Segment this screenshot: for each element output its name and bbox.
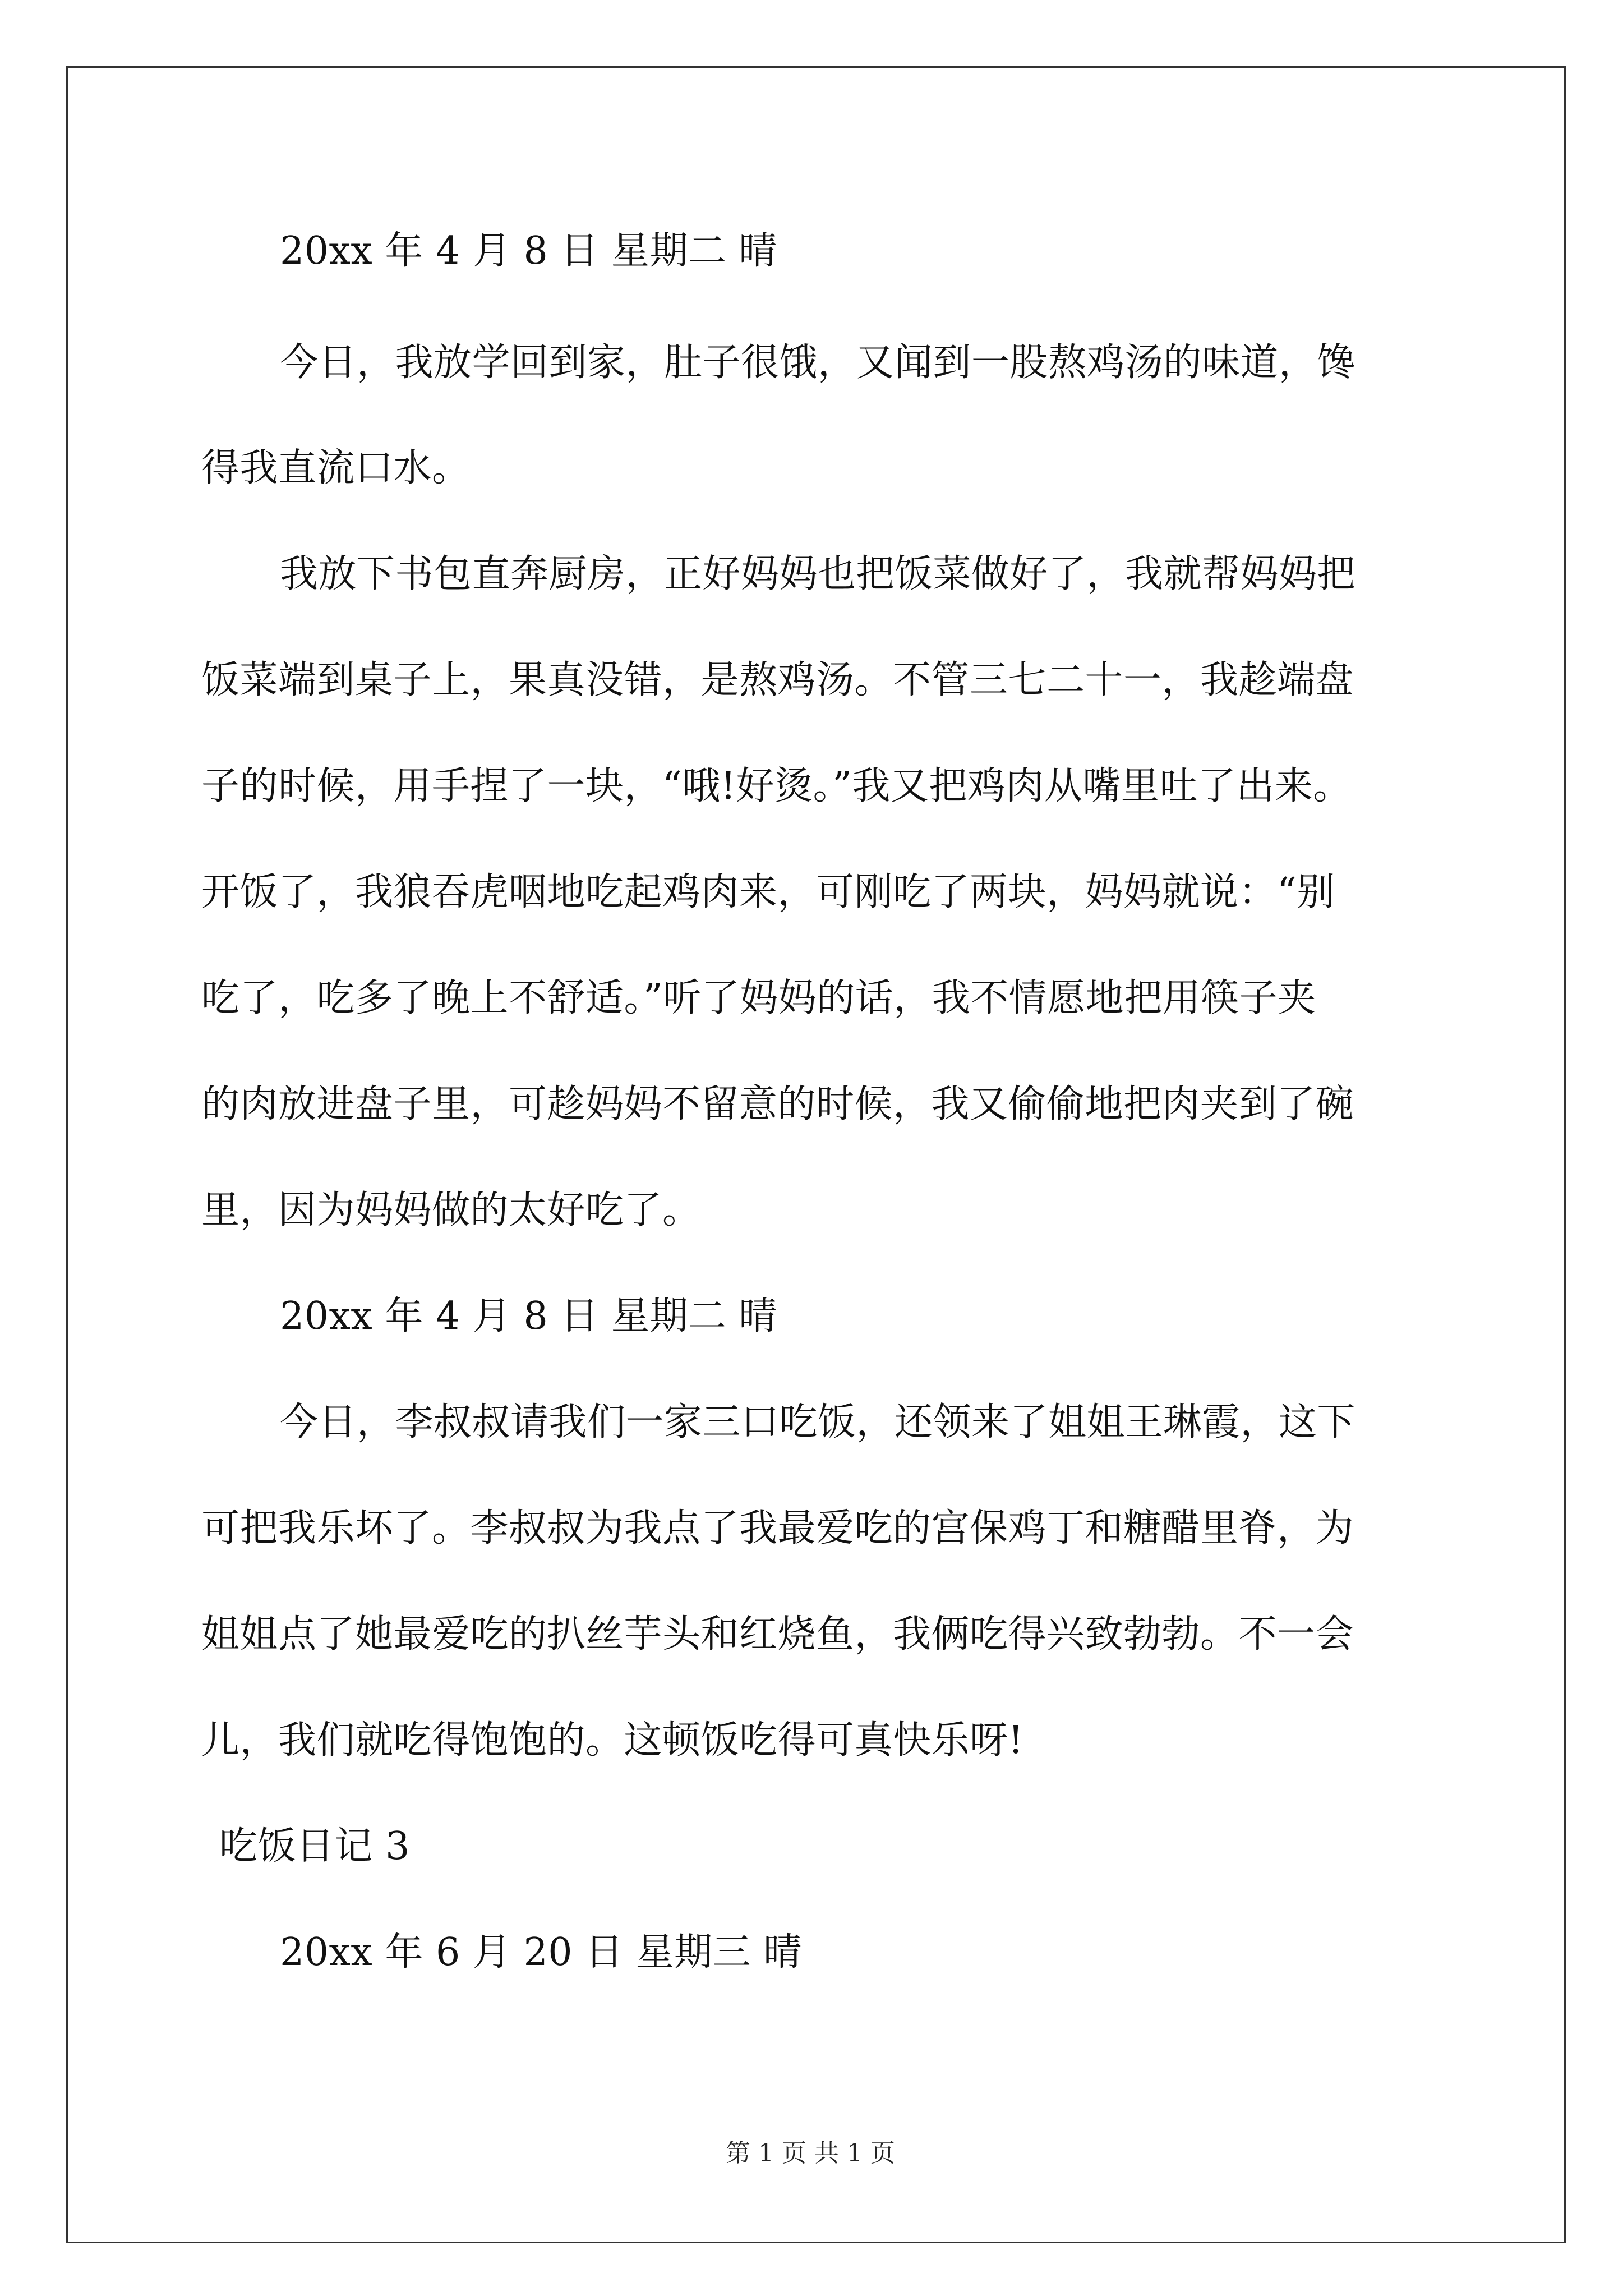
entry-1-paragraph-2-line-3: 子的时候，用手捏了一块，“哦!好烫。”我又把鸡肉从嘴里吐了出来。 (201, 764, 1352, 808)
section-title: 吃饭日记 3 (219, 1824, 410, 1869)
page-number-footer: 第 1 页 共 1 页 (726, 2139, 895, 2168)
final-date-line: 20xx 年 6 月 20 日 星期三 晴 (280, 1930, 802, 1975)
entry-1-date-line: 20xx 年 4 月 8 日 星期二 晴 (280, 229, 778, 273)
entry-1-paragraph-2-line-5: 吃了，吃多了晚上不舒适。”听了妈妈的话，我不情愿地把用筷子夹 (201, 976, 1316, 1020)
entry-2-paragraph-1-line-1: 今日，李叔叔请我们一家三口吃饭，还领来了姐姐王琳霞，这下 (280, 1400, 1356, 1444)
entry-2-paragraph-1-line-2: 可把我乐坏了。李叔叔为我点了我最爱吃的宫保鸡丁和糖醋里脊，为 (201, 1506, 1354, 1550)
entry-1-paragraph-2-line-4: 开饭了，我狼吞虎咽地吃起鸡肉来，可刚吃了两块，妈妈就说：“别 (201, 870, 1335, 914)
entry-1-paragraph-2-line-7: 里，因为妈妈做的太好吃了。 (201, 1188, 701, 1232)
entry-1-paragraph-2-line-6: 的肉放进盘子里，可趁妈妈不留意的时候，我又偷偷地把肉夹到了碗 (201, 1082, 1354, 1126)
entry-1-paragraph-1-line-2: 得我直流口水。 (201, 446, 471, 490)
entry-1-paragraph-2-line-1: 我放下书包直奔厨房，正好妈妈也把饭菜做好了，我就帮妈妈把 (280, 552, 1356, 596)
page-frame (66, 66, 1566, 2243)
entry-1-paragraph-2-line-2: 饭菜端到桌子上，果真没错，是熬鸡汤。不管三七二十一，我趁端盘 (201, 658, 1354, 702)
entry-2-paragraph-1-line-3: 姐姐点了她最爱吃的扒丝芋头和红烧鱼，我俩吃得兴致勃勃。不一会 (201, 1612, 1354, 1657)
entry-2-date-line: 20xx 年 4 月 8 日 星期二 晴 (280, 1294, 778, 1338)
entry-1-paragraph-1-line-1: 今日，我放学回到家，肚子很饿，又闻到一股熬鸡汤的味道，馋 (280, 341, 1356, 385)
entry-2-paragraph-1-line-4: 儿，我们就吃得饱饱的。这顿饭吃得可真快乐呀! (201, 1718, 1024, 1763)
